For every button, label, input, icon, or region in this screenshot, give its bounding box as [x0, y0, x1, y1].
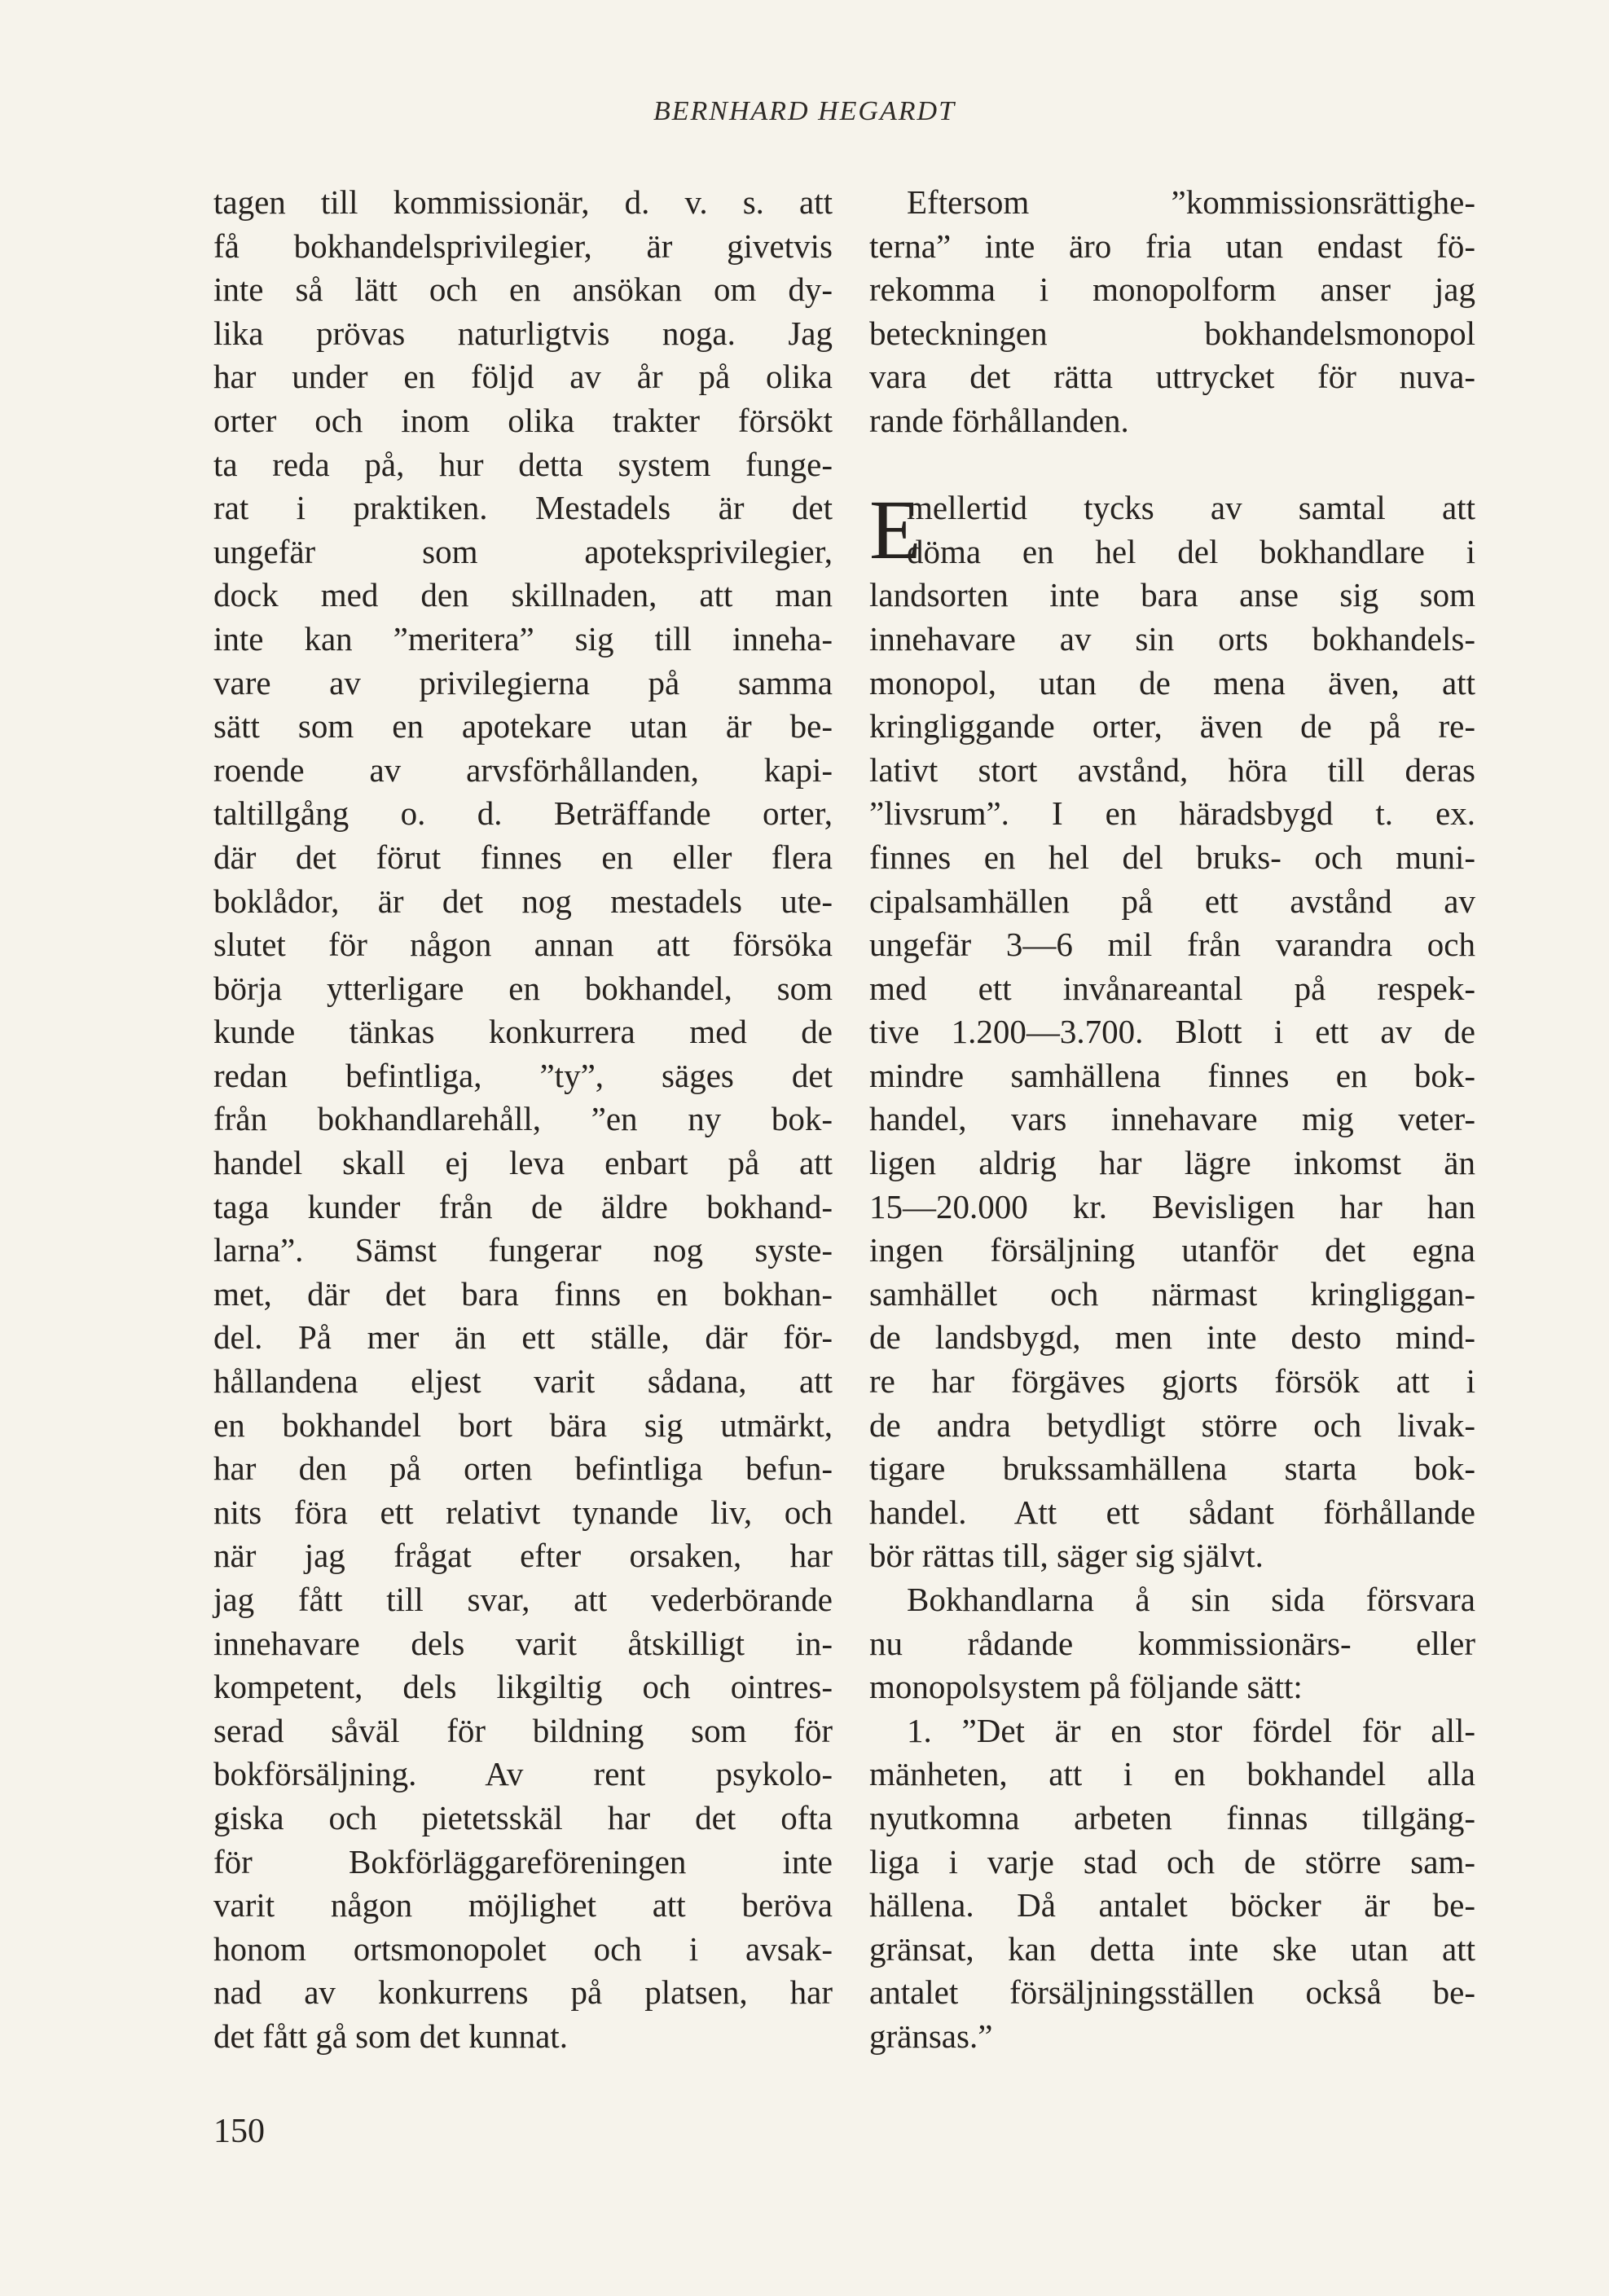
text-line: larna”. Sämst fungerar nog syste- [213, 1231, 833, 1269]
text-line: handel. Att ett sådant förhållande [869, 1493, 1475, 1531]
text-line: re har förgäves gjorts försök att i [869, 1362, 1475, 1401]
paragraph-bokhandlarna [869, 1578, 1475, 1709]
text-line: met, där det bara finns en bokhan- [213, 1274, 833, 1313]
text-line: tigare brukssamhällena starta bok- [869, 1449, 1475, 1488]
text-line: Bokhandlarna å sin sida försvara [907, 1581, 1475, 1618]
text-line: ungefär 3—6 mil från varandra och [869, 926, 1475, 964]
left-column [213, 181, 833, 2059]
text-line: nyutkomna arbeten finnas tillgäng- [869, 1798, 1475, 1836]
text-line: kunde tänkas konkurrera med de [213, 1013, 833, 1051]
text-line: boklådor, är det nog mestadels ute- [213, 882, 833, 920]
text-line: när jag frågat efter orsaken, har [213, 1537, 833, 1575]
text-line: inte så lätt och en ansökan om dy- [213, 271, 833, 309]
text-line: har den på orten befintliga befun- [213, 1449, 833, 1488]
page-number: 150 [213, 2113, 265, 2150]
text-line: lativt stort avstånd, höra till deras [869, 750, 1475, 789]
text-line: sätt som en apotekare utan är be- [213, 707, 833, 746]
text-line: redan befintliga, ”ty”, säges det [213, 1056, 833, 1094]
text-line: där det förut finnes en eller flera [213, 838, 833, 876]
text-line: cipalsamhällen på ett avstånd av [869, 882, 1475, 920]
text-line: jag fått till svar, att vederbörande [213, 1581, 833, 1618]
text-line: del. På mer än ett ställe, där för- [213, 1318, 833, 1357]
text-line: orter och inom olika trakter försökt [213, 401, 833, 439]
text-line: antalet försäljningsställen också be- [869, 1973, 1475, 2012]
text-line: ”livsrum”. I en häradsbygd t. ex. [869, 794, 1475, 833]
text-line: 1. ”Det är en stor fördel för all- [907, 1711, 1475, 1749]
text-line: handel, vars innehavare mig veter- [869, 1100, 1475, 1138]
text-line: från bokhandlarehåll, ”en ny bok- [213, 1100, 833, 1138]
text-line: för Bokförläggareföreningen inte [213, 1842, 833, 1880]
text-line: gränsat, kan detta inte ske utan att [869, 1929, 1475, 1968]
text-line: det fått gå som det kunnat. [213, 2017, 568, 2055]
text-line: mellertid tycks av samtal att [907, 489, 1475, 527]
text-line: hällena. Då antalet böcker är be- [869, 1886, 1475, 1924]
text-line: beteckningen bokhandelsmonopol [869, 314, 1475, 352]
text-line: gränsas.” [869, 2017, 993, 2055]
text-line: rekomma i monopolform anser jag [869, 271, 1475, 309]
text-line: bör rättas till, säger sig självt. [869, 1537, 1264, 1575]
text-line: med ett invånareantal på respek- [869, 969, 1475, 1007]
text-line: vara det rätta uttrycket för nuva- [869, 358, 1475, 396]
text-line: innehavare dels varit åtskilligt in- [213, 1624, 833, 1662]
text-line: de landsbygd, men inte desto mind- [869, 1318, 1475, 1357]
text-line: 15—20.000 kr. Bevisligen har han [869, 1187, 1475, 1225]
paragraph-emellertid [869, 483, 1475, 1578]
text-line: mindre samhällena finnes en bok- [869, 1056, 1475, 1094]
text-line: ingen försäljning utanför det egna [869, 1231, 1475, 1269]
text-line: döma en hel del bokhandlare i [907, 532, 1475, 570]
text-line: tagen till kommissionär, d. v. s. att [213, 183, 833, 221]
text-line: finnes en hel del bruks- och muni- [869, 838, 1475, 876]
text-line: kringliggande orter, även de på re- [869, 707, 1475, 746]
text-line: har under en följd av år på olika [213, 358, 833, 396]
text-line: få bokhandelsprivilegier, är givetvis [213, 227, 833, 265]
text-line: ungefär som apoteksprivilegier, [213, 532, 833, 570]
text-line: monopol, utan de mena även, att [869, 663, 1475, 702]
text-line: vare av privilegierna på samma [213, 663, 833, 702]
text-line: en bokhandel bort bära sig utmärkt, [213, 1405, 833, 1444]
right-column [869, 181, 1475, 2059]
text-line: mänheten, att i en bokhandel alla [869, 1755, 1475, 1793]
text-line: taga kunder från de äldre bokhand- [213, 1187, 833, 1225]
text-line: honom ortsmonopolet och i avsak- [213, 1929, 833, 1968]
text-line: landsorten inte bara anse sig som [869, 576, 1475, 614]
paragraph-point-1 [869, 1709, 1475, 2059]
text-line: inte kan ”meritera” sig till inneha- [213, 619, 833, 658]
text-line: ta reda på, hur detta system funge- [213, 445, 833, 483]
text-line: lika prövas naturligtvis noga. Jag [213, 314, 833, 352]
text-line: giska och pietetsskäl har det ofta [213, 1798, 833, 1836]
text-line: rande förhållanden. [869, 401, 1129, 439]
text-line: Eftersom ”kommissionsrättighe- [907, 183, 1475, 221]
text-line: serad såväl för bildning som för [213, 1711, 833, 1749]
text-line: börja ytterligare en bokhandel, som [213, 969, 833, 1007]
paragraph-gap [869, 443, 1475, 487]
text-line: hållandena eljest varit sådana, att [213, 1362, 833, 1401]
text-line: nad av konkurrens på platsen, har [213, 1973, 833, 2012]
text-line: samhället och närmast kringliggan- [869, 1274, 1475, 1313]
text-line: varit någon möjlighet att beröva [213, 1886, 833, 1924]
paragraph-eftersom [869, 181, 1475, 443]
text-line: bokförsäljning. Av rent psykolo- [213, 1755, 833, 1793]
text-line: innehavare av sin orts bokhandels- [869, 619, 1475, 658]
text-line: rat i praktiken. Mestadels är det [213, 489, 833, 527]
drop-cap: E [869, 483, 921, 578]
text-line: monopolsystem på följande sätt: [869, 1668, 1303, 1706]
running-head: BERNHARD HEGARDT [653, 96, 956, 126]
text-line: de andra betydligt större och livak- [869, 1405, 1475, 1444]
text-line: terna” inte äro fria utan endast fö- [869, 227, 1475, 265]
text-line: slutet för någon annan att försöka [213, 926, 833, 964]
text-line: ligen aldrig har lägre inkomst än [869, 1144, 1475, 1182]
text-line: nits föra ett relativt tynande liv, och [213, 1493, 833, 1531]
text-line: nu rådande kommissionärs- eller [869, 1624, 1475, 1662]
text-line: roende av arvsförhållanden, kapi- [213, 750, 833, 789]
text-line: dock med den skillnaden, att man [213, 576, 833, 614]
text-line: liga i varje stad och de större sam- [869, 1842, 1475, 1880]
text-line: handel skall ej leva enbart på att [213, 1144, 833, 1182]
text-line: kompetent, dels likgiltig och ointres- [213, 1668, 833, 1706]
text-line: tive 1.200—3.700. Blott i ett av de [869, 1013, 1475, 1051]
text-line: taltillgång o. d. Beträffande orter, [213, 794, 833, 833]
